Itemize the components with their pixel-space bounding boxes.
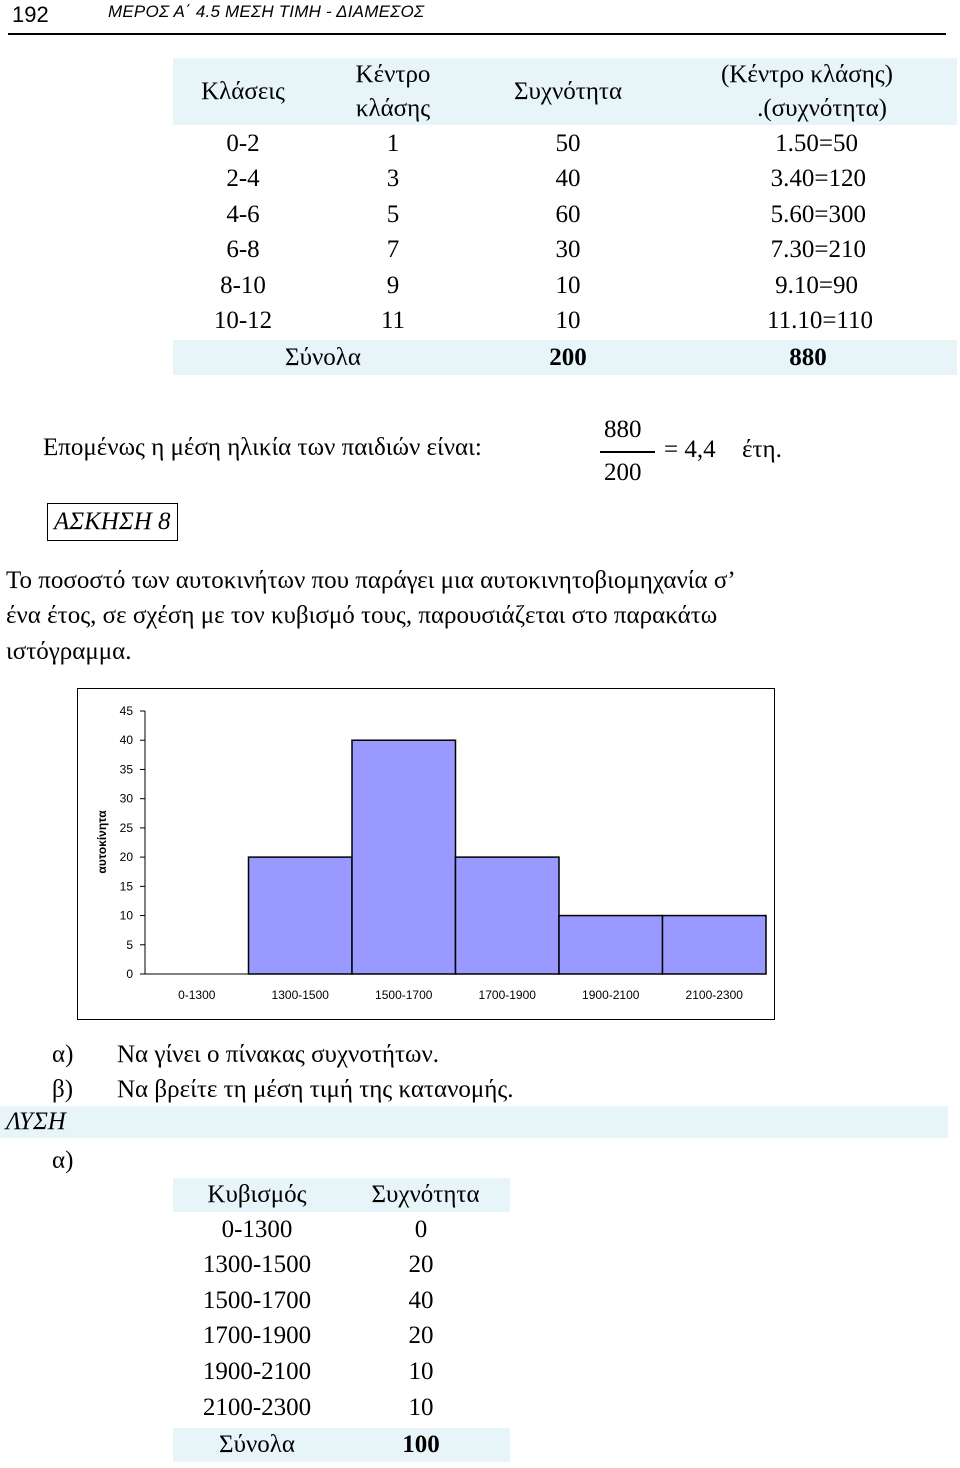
table1-cell-product: 1.50=50 xyxy=(775,130,858,157)
solution-part-marker: α) xyxy=(52,1147,74,1174)
table1-header-product-line2: .(συχνότητα) xyxy=(757,95,887,122)
x-tick-label: 1900-2100 xyxy=(582,988,640,1002)
table1-cell-product: 9.10=90 xyxy=(775,272,858,299)
x-tick-label: 0-1300 xyxy=(178,988,216,1002)
fraction-numerator: 880 xyxy=(604,416,642,443)
table1-cell-class: 6-8 xyxy=(226,236,260,263)
table1-cell-class: 2-4 xyxy=(226,165,260,192)
mean-unit: έτη. xyxy=(742,436,782,463)
table2-cell-displacement: 2100-2300 xyxy=(202,1394,312,1421)
y-tick-label: 45 xyxy=(119,704,133,718)
table2-cell-displacement: 1700-1900 xyxy=(202,1322,312,1349)
table1-cell-center: 7 xyxy=(386,236,400,263)
table1-header-classes: Κλάσεις xyxy=(201,78,285,105)
histogram-bar xyxy=(663,916,767,974)
histogram-bar xyxy=(559,916,663,974)
table1-cell-class: 10-12 xyxy=(213,307,273,334)
table2-cell-frequency: 20 xyxy=(408,1251,434,1278)
y-tick-label: 30 xyxy=(119,791,133,806)
mean-result: = 4,4 xyxy=(664,436,716,463)
solution-band xyxy=(0,1106,948,1138)
table1-cell-frequency: 10 xyxy=(555,272,581,299)
table1-cell-product: 3.40=120 xyxy=(770,165,866,192)
table1-cell-frequency: 40 xyxy=(555,165,581,192)
table2-header-displacement: Κυβισμός xyxy=(207,1181,307,1208)
y-tick-label: 20 xyxy=(119,850,133,865)
x-tick-label: 1700-1900 xyxy=(478,988,536,1002)
table2-cell-frequency: 10 xyxy=(408,1394,434,1421)
table1-cell-class: 4-6 xyxy=(226,201,260,228)
x-tick-label: 1500-1700 xyxy=(375,988,433,1002)
table1-cell-frequency: 10 xyxy=(555,307,581,334)
y-tick-label: 5 xyxy=(126,937,133,952)
table1-header-product-line1: (Κέντρο κλάσης) xyxy=(720,61,893,88)
table2-cell-frequency: 10 xyxy=(408,1358,434,1385)
y-tick-label: 0 xyxy=(126,967,133,981)
table1-cell-product: 7.30=210 xyxy=(770,236,866,263)
y-tick-label: 25 xyxy=(119,820,133,835)
histogram-bar xyxy=(456,857,560,974)
table2-total-value: 100 xyxy=(402,1431,440,1458)
table1-totals-frequency: 200 xyxy=(549,344,587,371)
y-tick-label: 15 xyxy=(119,879,133,894)
table1-totals-label: Σύνολα xyxy=(285,344,361,371)
y-tick-label: 10 xyxy=(119,908,133,923)
table1-cell-center: 5 xyxy=(386,201,400,228)
y-tick-label: 35 xyxy=(119,762,133,777)
table1-totals-product: 880 xyxy=(789,344,827,371)
page-number: 192 xyxy=(12,2,49,27)
table2-cell-displacement: 0-1300 xyxy=(221,1216,293,1243)
x-tick-label: 2100-2300 xyxy=(685,988,743,1002)
table1-cell-product: 5.60=300 xyxy=(770,201,866,228)
table2-cell-frequency: 0 xyxy=(414,1216,428,1243)
histogram-bar xyxy=(249,857,353,974)
table2-cell-displacement: 1900-2100 xyxy=(202,1358,312,1385)
table1-cell-frequency: 30 xyxy=(555,236,581,263)
question-a-text: Να γίνει ο πίνακας συχνοτήτων. xyxy=(117,1041,440,1068)
table2-total-label: Σύνολα xyxy=(219,1431,295,1458)
exercise-title: ΑΣΚΗΣΗ 8 xyxy=(47,503,178,541)
table1-cell-center: 1 xyxy=(386,130,400,157)
table1-cell-center: 9 xyxy=(386,272,400,299)
y-tick-label: 40 xyxy=(119,733,133,748)
table1-header-center-line2: κλάσης xyxy=(355,95,431,122)
mean-statement-text: Επομένως η μέση ηλικία των παιδιών είναι: xyxy=(43,434,482,461)
question-a-marker: α) xyxy=(52,1041,74,1068)
question-b-text: Να βρείτε τη μέση τιμή της κατανομής. xyxy=(117,1076,514,1103)
x-tick-label: 1300-1500 xyxy=(271,988,329,1002)
table1-cell-frequency: 50 xyxy=(555,130,581,157)
table2-cell-displacement: 1300-1500 xyxy=(202,1251,312,1278)
solution-title: ΛΥΣΗ xyxy=(6,1108,66,1135)
exercise-paragraph-line-3: ιστόγραμμα. xyxy=(6,638,132,665)
table1-cell-center: 3 xyxy=(386,165,400,192)
table1-cell-class: 8-10 xyxy=(220,272,266,299)
table1-cell-product: 11.10=110 xyxy=(767,307,873,334)
table2-cell-displacement: 1500-1700 xyxy=(202,1287,312,1314)
exercise-paragraph-line-2: ένα έτος, σε σχέση με τον κυβισμό τους, παρουσιάζεται στο παρακάτω xyxy=(6,602,718,629)
exercise-paragraph-line-1: Το ποσοστό των αυτοκινήτων που παράγει μια αυτοκινητοβιομηχανία σ’ xyxy=(6,567,736,594)
table2-cell-frequency: 40 xyxy=(408,1287,434,1314)
table1-cell-frequency: 60 xyxy=(555,201,581,228)
page-header-title: ΜΕΡΟΣ Α΄ 4.5 ΜΕΣΗ ΤΙΜΗ - ΔΙΑΜΕΣΟΣ xyxy=(108,2,425,21)
table1-header-frequency: Συχνότητα xyxy=(513,78,623,105)
table1-header-center-line1: Κέντρο xyxy=(355,61,431,88)
y-axis-title: αυτοκίνητα xyxy=(95,810,109,874)
histogram-bar xyxy=(352,740,456,974)
table2-header-frequency: Συχνότητα xyxy=(371,1181,480,1208)
table1-cell-center: 11 xyxy=(380,307,406,334)
fraction-denominator: 200 xyxy=(604,459,642,486)
table1-cell-class: 0-2 xyxy=(226,130,260,157)
question-b-marker: β) xyxy=(52,1076,74,1103)
table2-cell-frequency: 20 xyxy=(408,1322,434,1349)
